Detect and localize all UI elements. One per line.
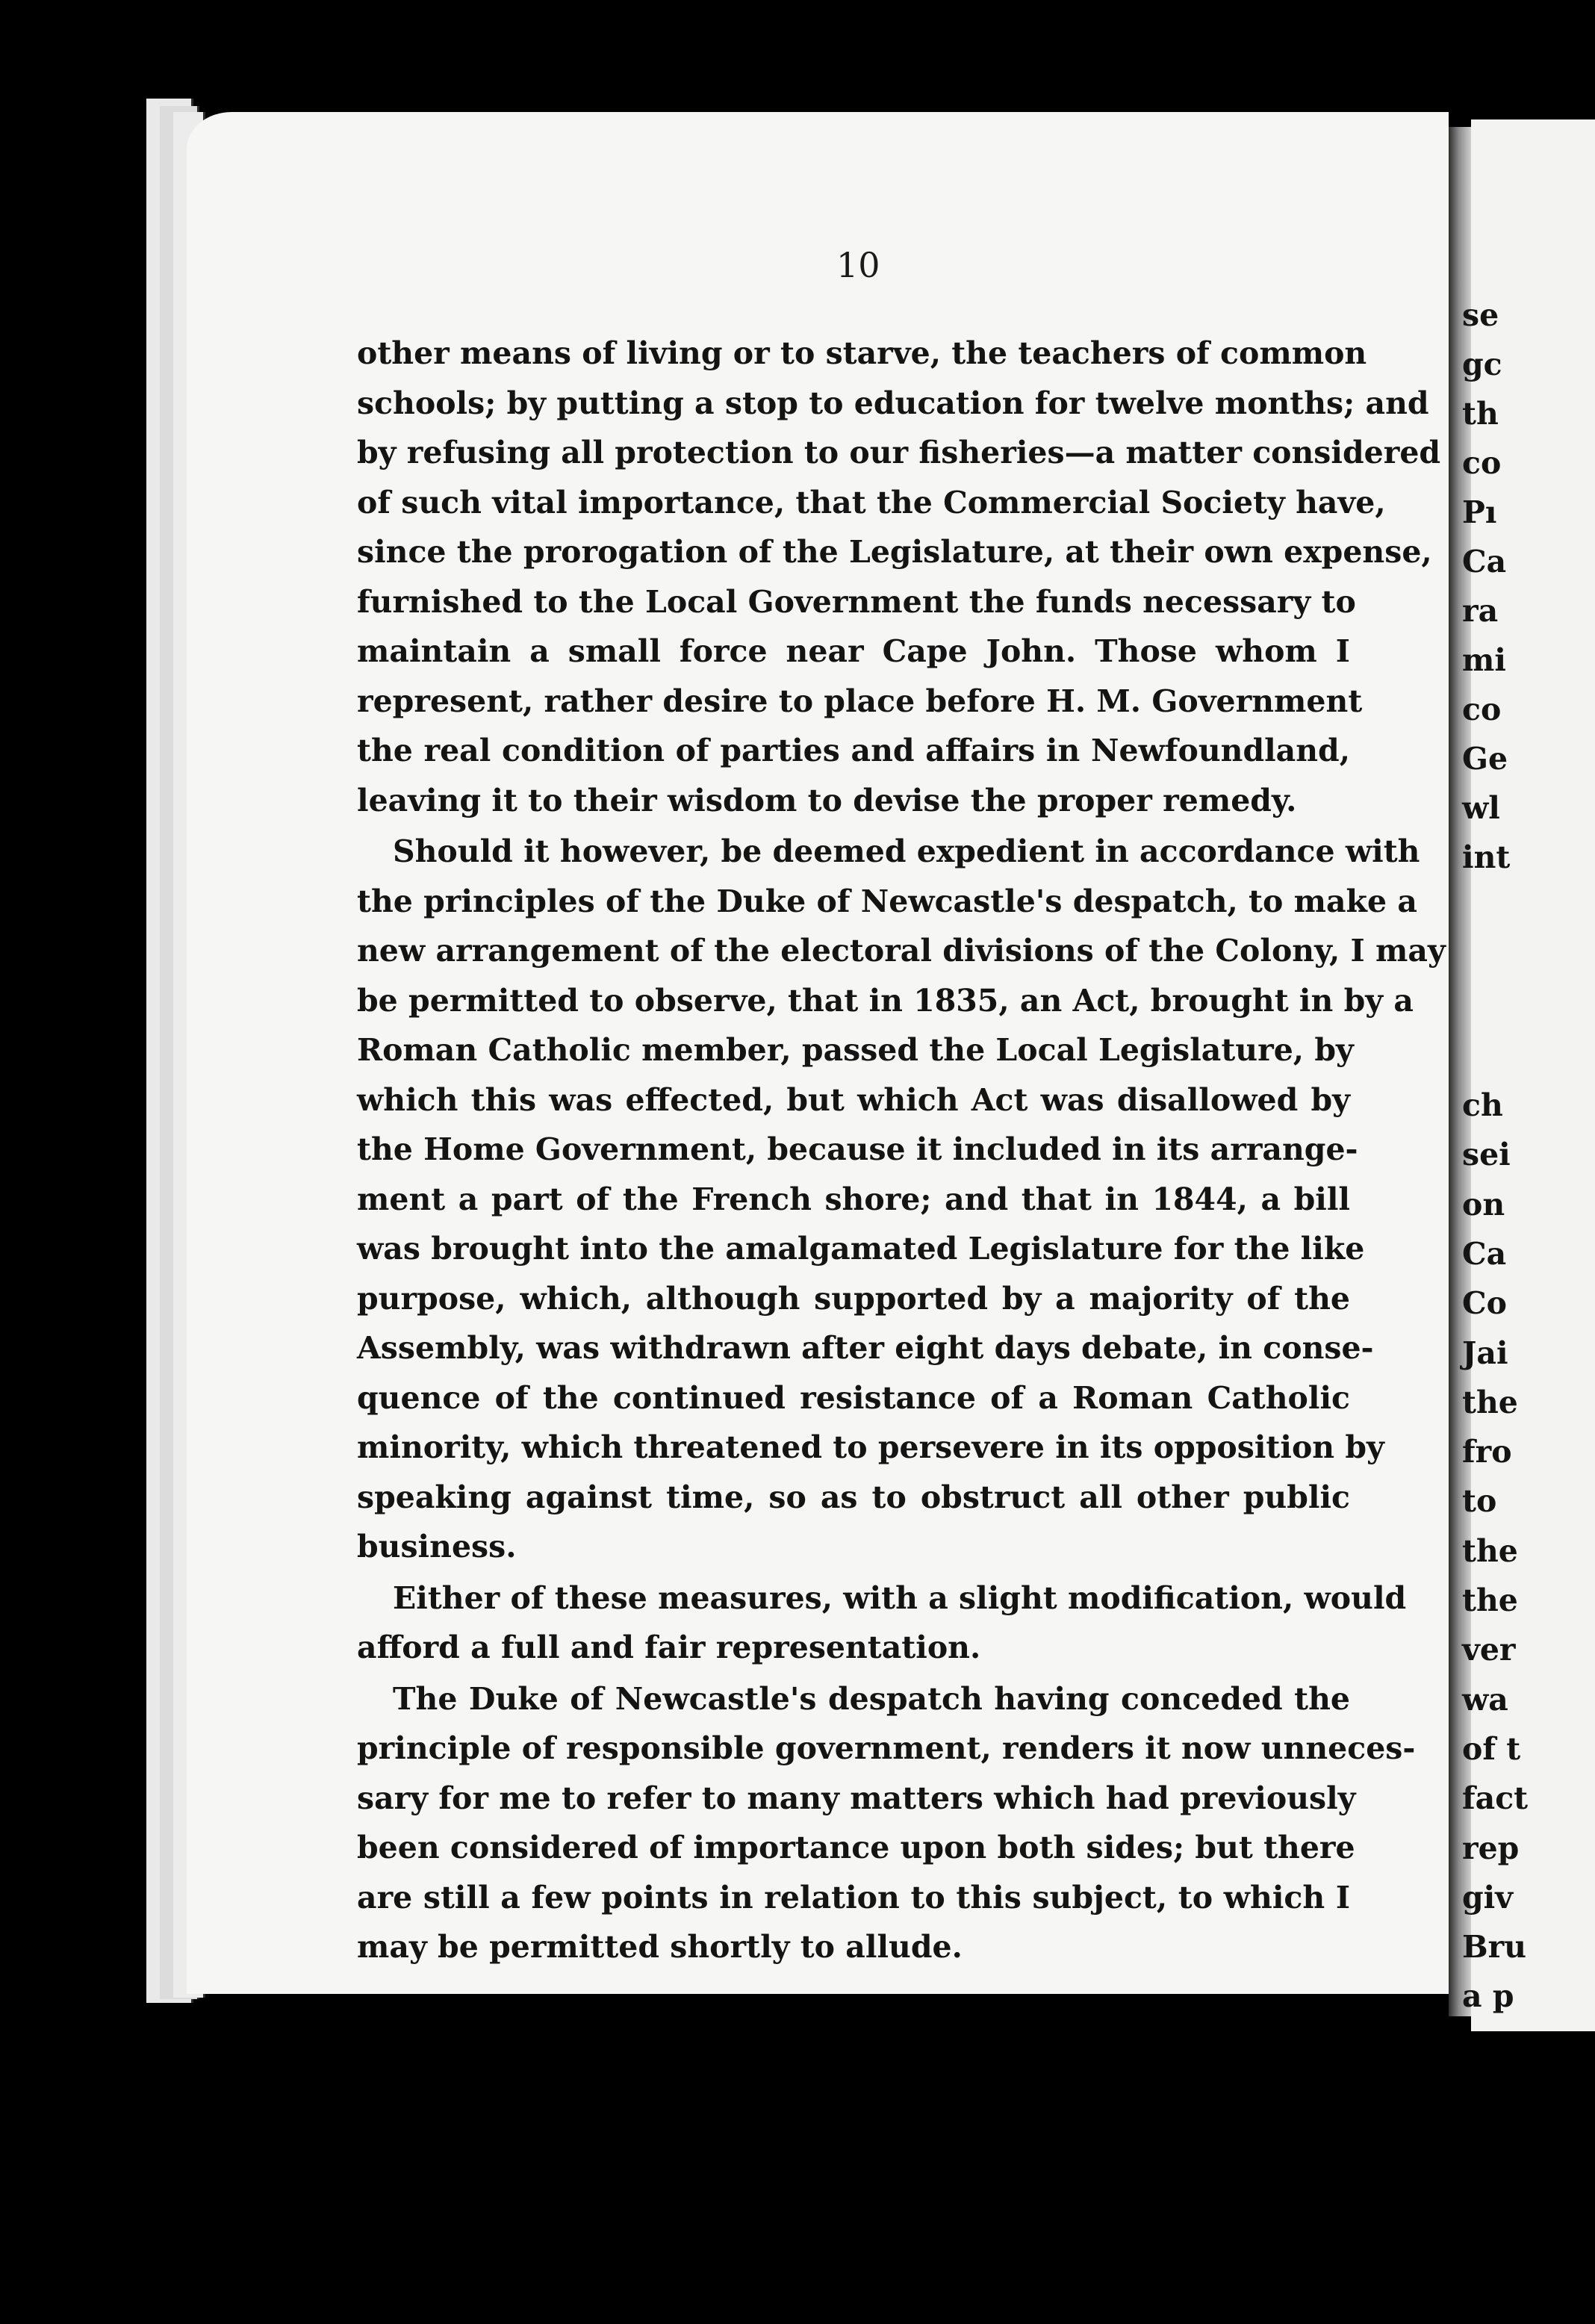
text-line: been considered of importance upon both sides; but there bbox=[357, 1830, 1355, 1865]
text-line: are still a few points in relation to this subject, to which I bbox=[357, 1879, 1350, 1916]
facing-page-fragment: a p bbox=[1462, 1978, 1514, 2015]
facing-page-fragment: rep bbox=[1462, 1830, 1520, 1866]
facing-page-fragment: fact bbox=[1462, 1780, 1529, 1817]
text-line: quence of the continued resistance of a Roman Catholic bbox=[357, 1379, 1350, 1416]
paragraph bbox=[357, 329, 1441, 825]
facing-page-fragment: Pı bbox=[1462, 494, 1497, 530]
text-line: was brought into the amalgamated Legislature for the like bbox=[357, 1231, 1365, 1267]
facing-page-fragment: on bbox=[1462, 1186, 1505, 1222]
facing-page-fragment: sei bbox=[1462, 1137, 1511, 1173]
text-line: schools; by putting a stop to education for twelve months; and bbox=[357, 385, 1429, 421]
paragraph bbox=[357, 1674, 1416, 1972]
text-line: furnished to the Local Government the funds necessary to bbox=[357, 583, 1356, 620]
text-line: speaking against time, so as to obstruct all other public bbox=[357, 1479, 1350, 1515]
facing-page-fragment: ch bbox=[1462, 1087, 1503, 1123]
paragraph bbox=[357, 827, 1446, 1572]
facing-page-fragment: Bru bbox=[1462, 1929, 1527, 1966]
text-line: Roman Catholic member, passed the Local Legislature, by bbox=[357, 1032, 1354, 1068]
text-line: represent, rather desire to place before H. M. Government bbox=[357, 683, 1363, 719]
text-line: leaving it to their wisdom to devise the proper remedy. bbox=[357, 782, 1297, 818]
text-line: which this was effected, but which Act was disallowed by bbox=[357, 1081, 1350, 1118]
facing-page-fragment: ver bbox=[1462, 1632, 1516, 1668]
facing-page-fragment: Ge bbox=[1462, 741, 1508, 777]
text-line: new arrangement of the electoral divisions of the Colony, I may bbox=[357, 933, 1446, 969]
facing-page-fragment: of t bbox=[1462, 1730, 1521, 1767]
facing-page-fragment: th bbox=[1462, 396, 1499, 432]
text-line: Assembly, was withdrawn after eight days debate, in conse- bbox=[357, 1330, 1374, 1366]
facing-page-fragment: Ca bbox=[1462, 1235, 1507, 1272]
facing-page-fragment: to bbox=[1462, 1483, 1497, 1520]
facing-page bbox=[1462, 119, 1595, 2031]
facing-page-fragment: the bbox=[1462, 1384, 1518, 1420]
text-line: purpose, which, although supported by a majority of the bbox=[357, 1280, 1350, 1317]
text-line: other means of living or to starve, the teachers of common bbox=[357, 335, 1367, 371]
text-line: the principles of the Duke of Newcastle's despatch, to make a bbox=[357, 883, 1417, 919]
text-line: ment a part of the French shore; and that in 1844, a bill bbox=[357, 1181, 1350, 1217]
facing-page-fragment: gc bbox=[1462, 347, 1502, 382]
facing-page-fragment: wl bbox=[1462, 790, 1500, 826]
facing-page-fragment: wa bbox=[1462, 1681, 1508, 1718]
text-line: of such vital importance, that the Commercial Society have, bbox=[357, 484, 1386, 521]
facing-page-fragment: co bbox=[1462, 445, 1502, 481]
text-line: the Home Government, because it included in its arrange- bbox=[357, 1131, 1358, 1167]
facing-page-fragment: Jai bbox=[1462, 1335, 1508, 1371]
text-line: The Duke of Newcastle's despatch having conceded the bbox=[393, 1680, 1350, 1717]
text-line: may be permitted shortly to allude. bbox=[357, 1929, 963, 1965]
text-line: sary for me to refer to many matters which had previously bbox=[357, 1780, 1356, 1816]
text-line: minority, which threatened to persevere in its opposition by bbox=[357, 1429, 1384, 1465]
facing-page-fragment: Ca bbox=[1462, 544, 1507, 580]
facing-page-fragment: ra bbox=[1462, 593, 1499, 629]
facing-page-fragment: int bbox=[1462, 839, 1511, 875]
text-line: the real condition of parties and affairs in Newfoundland, bbox=[357, 733, 1350, 768]
text-line: afford a full and fair representation. bbox=[357, 1629, 981, 1665]
facing-page-fragment: co bbox=[1462, 692, 1502, 727]
facing-page-fragment: giv bbox=[1462, 1879, 1514, 1916]
text-line: be permitted to observe, that in 1835, an Act, brought in by a bbox=[357, 982, 1414, 1019]
facing-page-fragment: se bbox=[1462, 297, 1499, 333]
text-line: business. bbox=[357, 1529, 517, 1565]
text-line: Either of these measures, with a slight modification, would bbox=[393, 1579, 1407, 1616]
facing-page-fragment: mi bbox=[1462, 642, 1506, 678]
facing-page-fragment: Co bbox=[1462, 1285, 1507, 1322]
page-body bbox=[357, 329, 1446, 1974]
text-line: maintain a small force near Cape John. Those whom I bbox=[357, 633, 1350, 669]
text-line: Should it however, be deemed expedient in accordance with bbox=[393, 833, 1420, 869]
facing-page-fragment: the bbox=[1462, 1532, 1518, 1569]
page-number: 10 bbox=[836, 245, 880, 285]
paragraph bbox=[357, 1573, 1407, 1673]
text-line: by refusing all protection to our fisheries—a matter considered bbox=[357, 435, 1441, 470]
facing-page-fragment: the bbox=[1462, 1582, 1518, 1618]
text-line: principle of responsible government, renders it now unneces- bbox=[357, 1730, 1416, 1766]
facing-page-fragment: fro bbox=[1462, 1434, 1512, 1470]
text-line: since the prorogation of the Legislature, at their own expense, bbox=[357, 534, 1432, 570]
